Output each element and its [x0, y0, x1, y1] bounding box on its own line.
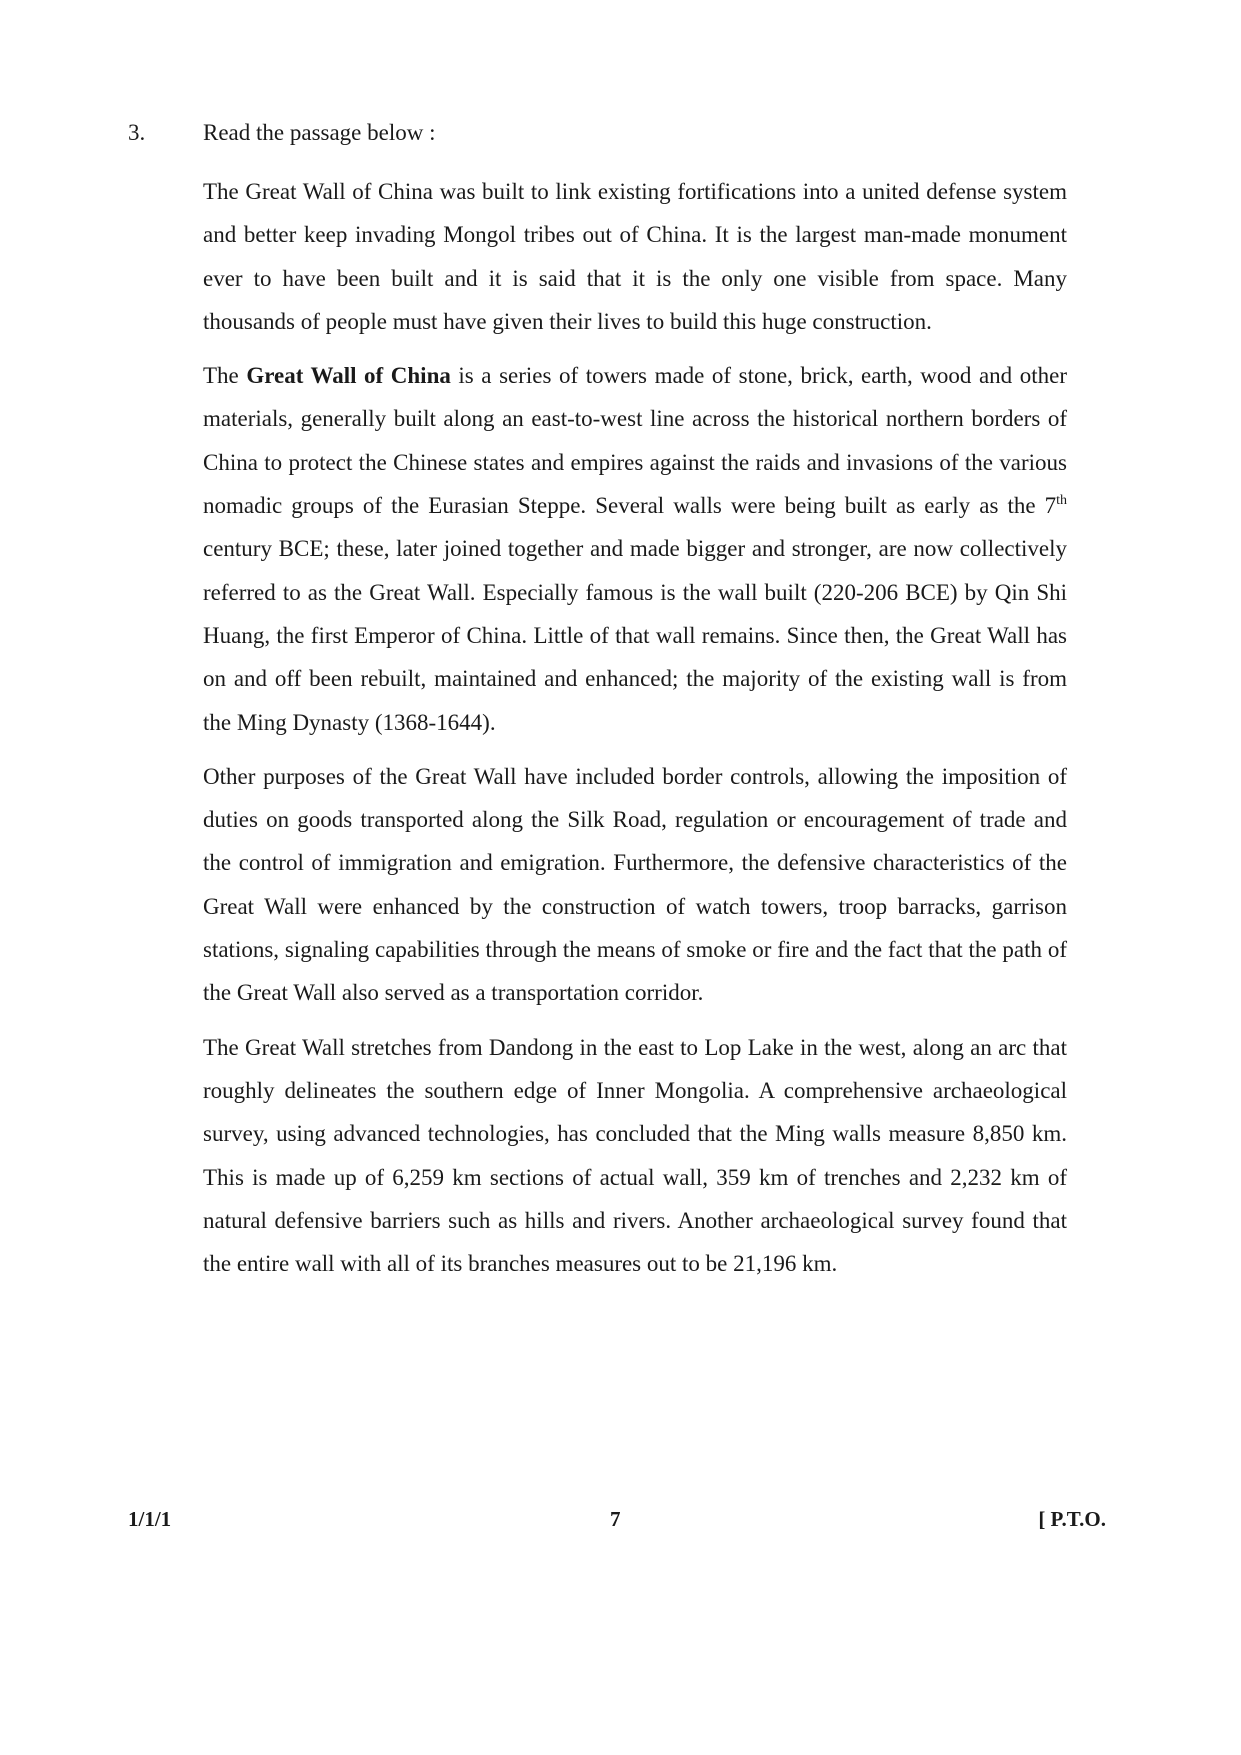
paragraph-2-lead: The	[203, 363, 247, 389]
passage-paragraph-4: The Great Wall stretches from Dandong in the east to Lop Lake in the west, along an arc that roughly delineates the southern edge of Inner Mongolia. A comprehensive archaeological survey, using advanced technologies, has concluded that the Ming walls measure 8,850 km. This is made up of 6,259 km sections of actual wall, 359 km of trenches and 2,232 km of natural defensive barriers such as hills and rivers. Another archaeological survey found that the entire wall with all of its branches measures out to be 21,196 km.	[203, 1034, 1067, 1277]
paragraph-2-part-2: century BCE; these, later joined together and made bigger and stronger, are now collectively referred to as the Great Wall. Especially famous is the wall built (220-206 BCE) by Qin Shi Huang, the first Emperor of China. Little of that wall remains. Since then, the Great Wall has on and off been rebuilt, maintained and enhanced; the majority of the existing wall is from the Ming Dynasty (1368-1644).	[203, 536, 1067, 735]
question-intro: Read the passage below :	[203, 120, 436, 145]
paragraph-2-bold-term: Great Wall of China	[246, 363, 451, 389]
page-number: 7	[610, 1507, 621, 1531]
passage-paragraph-1: The Great Wall of China was built to link existing fortifications into a united defense system and better keep invading Mongol tribes out of China. It is the largest man-made monument ever to have been built and it is said that it is the only one visible from space. Many thousands of people must have given their lives to build this huge construction.	[203, 179, 1067, 334]
paper-code: 1/1/1	[128, 1507, 172, 1531]
reading-passage	[203, 170, 1067, 1296]
passage-paragraph-3: Other purposes of the Great Wall have included border controls, allowing the imposition of duties on goods transported along the Silk Road, regulation or encouragement of trade and the control of immigration and emigration. Furthermore, the defensive characteristics of the Great Wall were enhanced by the construction of watch towers, troop barracks, garrison stations, signaling capabilities through the means of smoke or fire and the fact that the path of the Great Wall also served as a transportation corridor.	[203, 763, 1067, 1006]
paragraph-2-part-1: is a series of towers made of stone, brick, earth, wood and other materials, generally built along an east-to-west line across the historical northern borders of China to protect the Chinese states and empires against the raids and invasions of the various nomadic groups of the Eurasian Steppe. Several walls were being built as early as the 7	[203, 363, 1067, 519]
passage-paragraph-2	[203, 354, 1067, 744]
ordinal-superscript: th	[1056, 493, 1067, 509]
question-number: 3.	[128, 120, 146, 145]
please-turn-over: [ P.T.O.	[1038, 1507, 1106, 1531]
page-footer	[128, 1504, 1106, 1534]
